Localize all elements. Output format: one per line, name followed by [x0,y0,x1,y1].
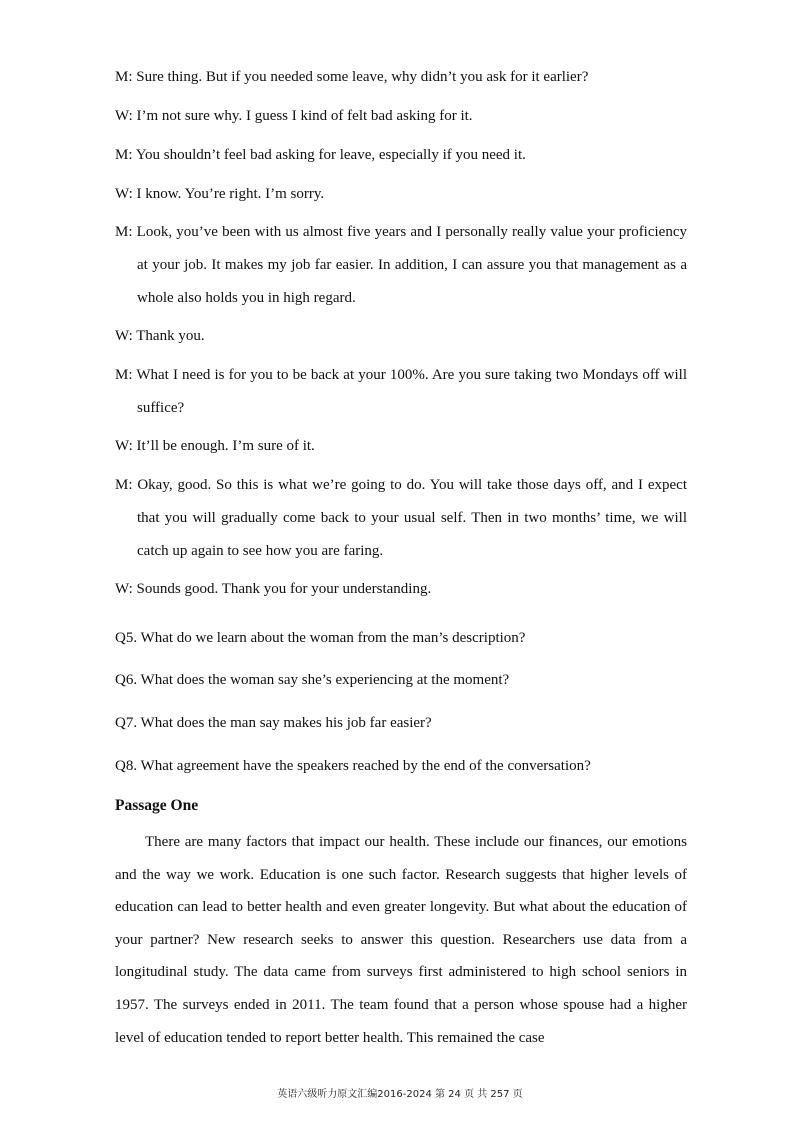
question-item: Q7. What does the man say makes his job far easier? [115,715,432,731]
passage-heading: Passage One [115,797,199,814]
dialogue-line: M: Look, you’ve been with us almost five years and I personally really value your proficiency at your job. It makes my job far easier. In addition, I can assure you that management as a whole also holds you in high regard. [115,224,687,306]
dialogue-line: W: Sounds good. Thank you for your understanding. [115,581,432,597]
dialogue-line: W: I’m not sure why. I guess I kind of felt bad asking for it. [115,108,473,124]
dialogue-line: W: Thank you. [115,328,205,344]
dialogue-line: W: I know. You’re right. I’m sorry. [115,186,325,202]
question-item: Q6. What does the woman say she’s experiencing at the moment? [115,672,510,688]
dialogue-line: W: It’ll be enough. I’m sure of it. [115,438,315,454]
passage-body: There are many factors that impact our health. These include our finances, our emotions and the way we work. Education is one such factor. Research suggests that higher levels of education can lead to better health and even greater longevity. But what about the education of your partner? New research seeks to answer this question. Researchers use data from a longitudinal study. The data came from surveys first administered to high school seniors in 1957. The surveys ended in 2011. The team found that a person whose spouse had a higher level of education tended to report better health. This remained the case [115,834,687,1046]
question-item: Q5. What do we learn about the woman from the man’s description? [115,630,526,646]
dialogue-line: M: Sure thing. But if you needed some leave, why didn’t you ask for it earlier? [115,69,589,85]
dialogue-line: M: Okay, good. So this is what we’re going to do. You will take those days off, and I expect that you will gradually come back to your usual self. Then in two months’ time, we will catch up again to see how you are faring. [115,477,687,559]
question-item: Q8. What agreement have the speakers reached by the end of the conversation? [115,758,591,774]
dialogue-line: M: You shouldn’t feel bad asking for leave, especially if you need it. [115,147,526,163]
dialogue-line: M: What I need is for you to be back at your 100%. Are you sure taking two Mondays off will suffice? [115,367,687,416]
page-footer: 英语六级听力原文汇编2016-2024 第 24 页 共 257 页 [277,1089,523,1100]
